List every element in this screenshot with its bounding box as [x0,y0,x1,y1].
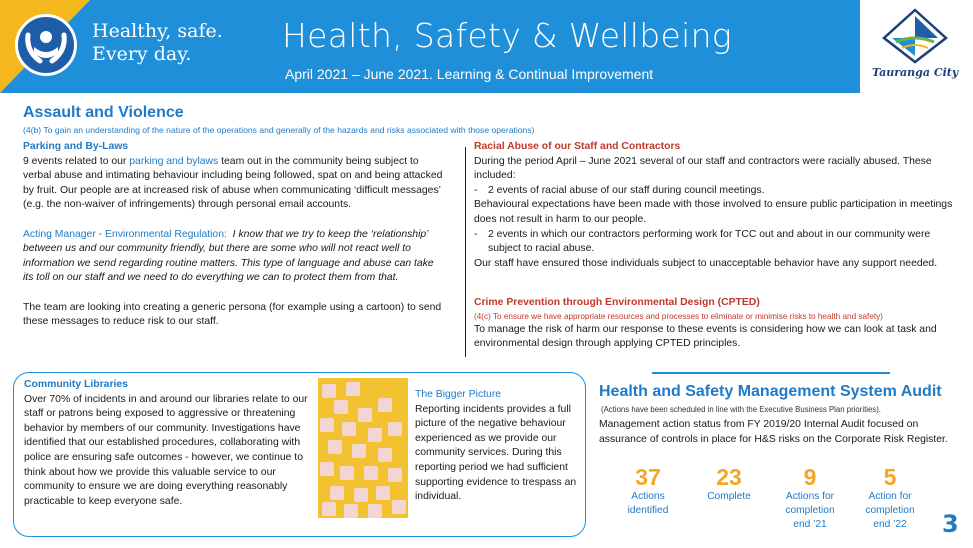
stat-value: 37 [635,464,661,490]
racial-behaviour-paragraph: Behavioural expectations have been made with those involved to ensure public participation in meetings does not result in harm to our people. [474,199,953,225]
stat-actions-end-21 [770,464,850,532]
libraries-section [24,378,314,509]
council-logo-icon [882,8,948,64]
bigger-picture-heading: The Bigger Picture [415,389,502,400]
stat-label: Actions [631,491,665,502]
racial-intro: During the period April – June 2021 several of our staff and contractors were racially abused. These included: [474,155,932,182]
audit-note: (Actions have been scheduled in line with the Executive Business Plan priorities). [601,405,881,414]
council-logo-panel [860,0,973,93]
page-title: Health, Safety & Wellbeing [282,16,732,55]
quote-text: I know that we try to keep the ‘relationship’ between us and our community friendly, but there are some who will not react well to information we send regarding routine matters. This type of language and abuse can take its toll on our staff and we need to do everything we can to protect them from that. [23,228,434,284]
bigger-picture-body: Reporting incidents provides a full picture of the negative behaviour experienced as we provide our community services. During this reporting period we had sufficient supporting evidence to trespass an individual. [415,403,577,503]
stat-label: Complete [707,491,751,502]
tagline [92,20,223,66]
libraries-heading: Community Libraries [24,379,128,390]
cpted-section [474,296,954,352]
libraries-body: Over 70% of incidents in and around our libraries relate to our staff or patrons being exposed to aggressive or threatening behavior by members of our community. Investigations have identified that our established procedures, collaborating with police are ensuring safe outcomes - however, we continue to think about how we provide this valuable service to our community to ensure we are doing everything reasonably practicable to keep everyone safe. [24,393,308,507]
audit-body: Management action status from FY 2019/20 Internal Audit focused on assurance of controls in place for H&S risks on the Corporate Risk Register. [599,419,948,445]
bigger-picture-section [415,388,580,505]
stat-label: completion [785,505,835,516]
manager-quote [23,228,443,286]
stat-label: completion [865,505,915,516]
stat-label: Action for [868,491,912,502]
stat-label: end ’22 [873,519,907,530]
parking-paragraph: 9 events related to our parking and bylaws team out in the community being subject to verbal abuse and intimating behaviour including being followed, spat on and being attacked by fruit. Our people are at increased risk of abuse when communicating ‘difficult messages’ (e.g. the non-waiver of infringements) through personal email accounts. [23,155,443,211]
racial-bullet-2: - 2 events in which our contractors performing work for TCC out and about in our community were subject to racial abuse. [474,228,931,255]
audit-divider-line [652,372,890,374]
parking-bylaws-highlight: parking and bylaws [129,155,219,167]
cpted-heading: Crime Prevention through Environmental Design (CPTED) [474,297,760,308]
stat-complete [689,464,769,504]
tagline-line-1: Healthy, safe. [92,20,223,42]
column-divider [465,147,466,357]
page-subtitle: April 2021 – June 2021. Learning & Continual Improvement [285,66,654,82]
section-title: Assault and Violence [23,104,184,121]
parking-section [23,140,443,330]
stat-value: 5 [883,464,897,490]
racial-bullet-1: - 2 events of racial abuse of our staff during council meetings. [474,184,765,196]
quote-label: Acting Manager - Environmental Regulation: [23,228,227,240]
page-number: 3 [942,510,959,538]
racial-abuse-heading: Racial Abuse of our Staff and Contractors [474,141,681,152]
header-banner [0,0,973,93]
puzzle-image [318,378,408,518]
cpted-body: To manage the risk of harm our response to these events is considering how we can look at task and environmental design through applying CPTED principles. [474,323,937,350]
stat-label: end ’21 [793,519,827,530]
healthy-safe-logo-icon [15,14,77,76]
stat-action-end-22 [850,464,930,532]
stat-value: 9 [803,464,817,490]
stat-label: identified [627,505,669,516]
persona-paragraph: The team are looking into creating a generic persona (for example using a cartoon) to send these messages to reduce risk to our staff. [23,301,442,328]
stat-value: 23 [716,464,742,490]
racial-abuse-section [474,140,954,271]
section-subtitle: (4(b) To gain an understanding of the nature of the operations and generally of the hazards and risks associated with those operations) [23,125,535,135]
parking-heading: Parking and By-Laws [23,141,129,152]
stat-label: Actions for [785,491,835,502]
racial-support-paragraph: Our staff have ensured those individuals subject to unacceptable behavior have any support needed. [474,257,938,269]
stat-actions-identified [608,464,688,518]
council-name: Tauranga City [872,66,959,79]
cpted-subheading: (4(c) To ensure we have appropriate resources and processes to eliminate or minimise risks to health and safety) [474,311,883,321]
tagline-line-2: Every day. [92,43,192,65]
audit-title: Health and Safety Management System Audit [599,383,942,400]
